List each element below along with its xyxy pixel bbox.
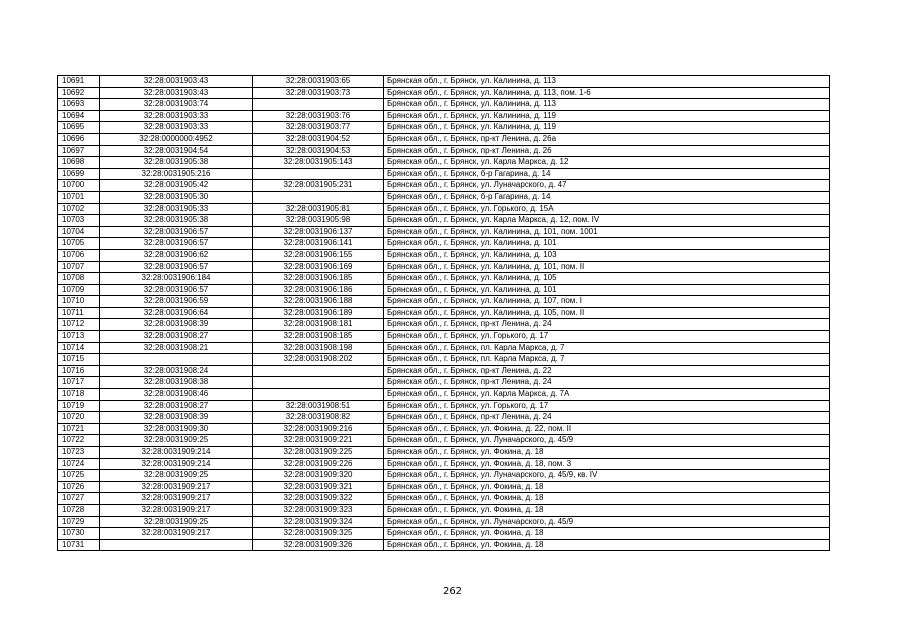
address-cell: Брянская обл., г. Брянск, ул. Фокина, д. 18 xyxy=(384,539,830,551)
cadastral-number-cell: 32:28:0031908:39 xyxy=(100,412,253,424)
row-number-cell: 10711 xyxy=(58,307,100,319)
cadastral-number-cell: 32:28:0031905:216 xyxy=(100,168,253,180)
address-cell: Брянская обл., г. Брянск, пр-кт Ленина, д. 26 xyxy=(384,145,830,157)
address-cell: Брянская обл., г. Брянск, ул. Фокина, д. 18 xyxy=(384,504,830,516)
table-row xyxy=(58,122,830,134)
related-cadastral-number-cell: 32:28:0031908:51 xyxy=(253,400,384,412)
row-number-cell: 10700 xyxy=(58,180,100,192)
address-cell: Брянская обл., г. Брянск, пр-кт Ленина, д. 24 xyxy=(384,377,830,389)
row-number-cell: 10704 xyxy=(58,226,100,238)
table-row xyxy=(58,412,830,424)
row-number-cell: 10731 xyxy=(58,539,100,551)
address-cell: Брянская обл., г. Брянск, ул. Фокина, д. 18 xyxy=(384,493,830,505)
related-cadastral-number-cell: 32:28:0031905:98 xyxy=(253,215,384,227)
table-row xyxy=(58,319,830,331)
row-number-cell: 10718 xyxy=(58,389,100,401)
row-number-cell: 10724 xyxy=(58,458,100,470)
address-cell: Брянская обл., г. Брянск, ул. Калинина, д. 101 xyxy=(384,284,830,296)
row-number-cell: 10709 xyxy=(58,284,100,296)
cadastral-number-cell: 32:28:0031906:62 xyxy=(100,249,253,261)
cadastral-number-cell: 32:28:0031906:64 xyxy=(100,307,253,319)
cadastral-number-cell: 32:28:0000000:4952 xyxy=(100,133,253,145)
table-row xyxy=(58,180,830,192)
row-number-cell: 10722 xyxy=(58,435,100,447)
related-cadastral-number-cell: 32:28:0031903:77 xyxy=(253,122,384,134)
table-row xyxy=(58,377,830,389)
cadastral-number-cell: 32:28:0031908:27 xyxy=(100,400,253,412)
table-row xyxy=(58,528,830,540)
cadastral-number-cell: 32:28:0031906:57 xyxy=(100,226,253,238)
table-row xyxy=(58,516,830,528)
cadastral-number-cell: 32:28:0031903:33 xyxy=(100,110,253,122)
related-cadastral-number-cell: 32:28:0031906:137 xyxy=(253,226,384,238)
row-number-cell: 10694 xyxy=(58,110,100,122)
related-cadastral-number-cell: 32:28:0031909:225 xyxy=(253,447,384,459)
table-row xyxy=(58,307,830,319)
table-row xyxy=(58,87,830,99)
row-number-cell: 10717 xyxy=(58,377,100,389)
address-cell: Брянская обл., г. Брянск, ул. Калинина, д. 113 xyxy=(384,99,830,111)
cadastral-number-cell: 32:28:0031909:25 xyxy=(100,516,253,528)
table-row xyxy=(58,168,830,180)
related-cadastral-number-cell: 32:28:0031908:82 xyxy=(253,412,384,424)
address-cell: Брянская обл., г. Брянск, ул. Луначарского, д. 45/9 xyxy=(384,435,830,447)
table-row xyxy=(58,400,830,412)
row-number-cell: 10705 xyxy=(58,238,100,250)
address-cell: Брянская обл., г. Брянск, ул. Карла Маркса, д. 7А xyxy=(384,389,830,401)
address-cell: Брянская обл., г. Брянск, ул. Луначарского, д. 47 xyxy=(384,180,830,192)
cadastral-number-cell: 32:28:0031903:43 xyxy=(100,87,253,99)
row-number-cell: 10716 xyxy=(58,365,100,377)
related-cadastral-number-cell: 32:28:0031909:221 xyxy=(253,435,384,447)
cadastral-number-cell: 32:28:0031909:214 xyxy=(100,447,253,459)
related-cadastral-number-cell: 32:28:0031909:320 xyxy=(253,470,384,482)
related-cadastral-number-cell: 32:28:0031905:81 xyxy=(253,203,384,215)
address-cell: Брянская обл., г. Брянск, ул. Карла Маркса, д. 12 xyxy=(384,157,830,169)
related-cadastral-number-cell xyxy=(253,191,384,203)
related-cadastral-number-cell xyxy=(253,377,384,389)
address-cell: Брянская обл., г. Брянск, пр-кт Ленина, д. 24 xyxy=(384,412,830,424)
row-number-cell: 10691 xyxy=(58,76,100,88)
related-cadastral-number-cell: 32:28:0031903:73 xyxy=(253,87,384,99)
related-cadastral-number-cell xyxy=(253,168,384,180)
related-cadastral-number-cell: 32:28:0031906:141 xyxy=(253,238,384,250)
table-row xyxy=(58,249,830,261)
related-cadastral-number-cell: 32:28:0031908:185 xyxy=(253,331,384,343)
row-number-cell: 10719 xyxy=(58,400,100,412)
related-cadastral-number-cell: 32:28:0031909:326 xyxy=(253,539,384,551)
address-cell: Брянская обл., г. Брянск, ул. Луначарского, д. 45/9, кв. IV xyxy=(384,470,830,482)
related-cadastral-number-cell: 32:28:0031905:231 xyxy=(253,180,384,192)
row-number-cell: 10693 xyxy=(58,99,100,111)
row-number-cell: 10730 xyxy=(58,528,100,540)
row-number-cell: 10702 xyxy=(58,203,100,215)
address-cell: Брянская обл., г. Брянск, ул. Калинина, д. 113, пом. 1-6 xyxy=(384,87,830,99)
related-cadastral-number-cell: 32:28:0031909:322 xyxy=(253,493,384,505)
cadastral-number-cell: 32:28:0031908:27 xyxy=(100,331,253,343)
related-cadastral-number-cell: 32:28:0031909:216 xyxy=(253,423,384,435)
related-cadastral-number-cell xyxy=(253,365,384,377)
cadastral-number-cell: 32:28:0031906:59 xyxy=(100,296,253,308)
related-cadastral-number-cell: 32:28:0031909:321 xyxy=(253,481,384,493)
table-row xyxy=(58,423,830,435)
table-row xyxy=(58,145,830,157)
table-body xyxy=(58,76,830,551)
row-number-cell: 10714 xyxy=(58,342,100,354)
cadastral-number-cell: 32:28:0031909:217 xyxy=(100,528,253,540)
address-cell: Брянская обл., г. Брянск, ул. Калинина, д. 101 xyxy=(384,238,830,250)
page-number: 262 xyxy=(442,586,463,597)
table-row xyxy=(58,215,830,227)
table-row xyxy=(58,447,830,459)
cadastral-number-cell: 32:28:0031903:43 xyxy=(100,76,253,88)
row-number-cell: 10713 xyxy=(58,331,100,343)
row-number-cell: 10692 xyxy=(58,87,100,99)
row-number-cell: 10706 xyxy=(58,249,100,261)
table-row xyxy=(58,273,830,285)
address-cell: Брянская обл., г. Брянск, пл. Карла Маркса, д. 7 xyxy=(384,342,830,354)
address-cell: Брянская обл., г. Брянск, ул. Фокина, д. 18 xyxy=(384,481,830,493)
cadastral-number-cell: 32:28:0031905:42 xyxy=(100,180,253,192)
cadastral-number-cell: 32:28:0031906:184 xyxy=(100,273,253,285)
table-row xyxy=(58,470,830,482)
cadastral-number-cell xyxy=(100,539,253,551)
address-cell: Брянская обл., г. Брянск, ул. Калинина, д. 119 xyxy=(384,110,830,122)
cadastral-number-cell: 32:28:0031905:38 xyxy=(100,215,253,227)
row-number-cell: 10712 xyxy=(58,319,100,331)
cadastral-number-cell: 32:28:0031909:25 xyxy=(100,435,253,447)
cadastral-number-cell: 32:28:0031906:57 xyxy=(100,261,253,273)
address-cell: Брянская обл., г. Брянск, ул. Калинина, д. 107, пом. I xyxy=(384,296,830,308)
table-row xyxy=(58,504,830,516)
cadastral-number-cell: 32:28:0031909:214 xyxy=(100,458,253,470)
cadastral-number-cell: 32:28:0031905:30 xyxy=(100,191,253,203)
row-number-cell: 10727 xyxy=(58,493,100,505)
table-row xyxy=(58,261,830,273)
row-number-cell: 10695 xyxy=(58,122,100,134)
table-row xyxy=(58,110,830,122)
row-number-cell: 10697 xyxy=(58,145,100,157)
table-row xyxy=(58,157,830,169)
related-cadastral-number-cell xyxy=(253,389,384,401)
cadastral-number-cell xyxy=(100,354,253,366)
table-row xyxy=(58,203,830,215)
related-cadastral-number-cell: 32:28:0031908:202 xyxy=(253,354,384,366)
related-cadastral-number-cell: 32:28:0031906:189 xyxy=(253,307,384,319)
table-row xyxy=(58,481,830,493)
related-cadastral-number-cell: 32:28:0031903:76 xyxy=(253,110,384,122)
related-cadastral-number-cell: 32:28:0031909:325 xyxy=(253,528,384,540)
cadastral-number-cell: 32:28:0031909:25 xyxy=(100,470,253,482)
row-number-cell: 10725 xyxy=(58,470,100,482)
related-cadastral-number-cell: 32:28:0031904:52 xyxy=(253,133,384,145)
address-cell: Брянская обл., г. Брянск, пр-кт Ленина, д. 22 xyxy=(384,365,830,377)
related-cadastral-number-cell: 32:28:0031906:185 xyxy=(253,273,384,285)
cadastral-number-cell: 32:28:0031906:57 xyxy=(100,238,253,250)
table-row xyxy=(58,365,830,377)
related-cadastral-number-cell: 32:28:0031906:169 xyxy=(253,261,384,273)
related-cadastral-number-cell: 32:28:0031909:324 xyxy=(253,516,384,528)
row-number-cell: 10708 xyxy=(58,273,100,285)
cadastral-number-cell: 32:28:0031908:46 xyxy=(100,389,253,401)
table-row xyxy=(58,458,830,470)
address-cell: Брянская обл., г. Брянск, ул. Горького, д. 15А xyxy=(384,203,830,215)
table-row xyxy=(58,238,830,250)
row-number-cell: 10721 xyxy=(58,423,100,435)
address-cell: Брянская обл., г. Брянск, ул. Горького, д. 17 xyxy=(384,400,830,412)
row-number-cell: 10698 xyxy=(58,157,100,169)
related-cadastral-number-cell: 32:28:0031904:53 xyxy=(253,145,384,157)
cadastral-number-cell: 32:28:0031909:217 xyxy=(100,493,253,505)
address-cell: Брянская обл., г. Брянск, ул. Фокина, д. 18 xyxy=(384,528,830,540)
cadastral-number-cell: 32:28:0031906:57 xyxy=(100,284,253,296)
cadastral-number-cell: 32:28:0031903:74 xyxy=(100,99,253,111)
row-number-cell: 10729 xyxy=(58,516,100,528)
address-cell: Брянская обл., г. Брянск, ул. Горького, д. 17 xyxy=(384,331,830,343)
table-row xyxy=(58,284,830,296)
row-number-cell: 10696 xyxy=(58,133,100,145)
related-cadastral-number-cell: 32:28:0031908:198 xyxy=(253,342,384,354)
address-cell: Брянская обл., г. Брянск, ул. Калинина, д. 113 xyxy=(384,76,830,88)
related-cadastral-number-cell: 32:28:0031905:143 xyxy=(253,157,384,169)
table-row xyxy=(58,435,830,447)
row-number-cell: 10720 xyxy=(58,412,100,424)
cadastral-number-cell: 32:28:0031908:21 xyxy=(100,342,253,354)
cadastral-number-cell: 32:28:0031908:39 xyxy=(100,319,253,331)
related-cadastral-number-cell: 32:28:0031903:65 xyxy=(253,76,384,88)
table-row xyxy=(58,354,830,366)
address-cell: Брянская обл., г. Брянск, ул. Калинина, д. 101, пом. 1001 xyxy=(384,226,830,238)
related-cadastral-number-cell: 32:28:0031906:155 xyxy=(253,249,384,261)
table-row xyxy=(58,539,830,551)
related-cadastral-number-cell: 32:28:0031908:181 xyxy=(253,319,384,331)
address-cell: Брянская обл., г. Брянск, ул. Фокина, д. 22, пом. II xyxy=(384,423,830,435)
cadastral-number-cell: 32:28:0031909:217 xyxy=(100,481,253,493)
related-cadastral-number-cell: 32:28:0031909:323 xyxy=(253,504,384,516)
address-cell: Брянская обл., г. Брянск, ул. Калинина, д. 105 xyxy=(384,273,830,285)
related-cadastral-number-cell: 32:28:0031909:226 xyxy=(253,458,384,470)
table-row xyxy=(58,296,830,308)
row-number-cell: 10710 xyxy=(58,296,100,308)
address-cell: Брянская обл., г. Брянск, пр-кт Ленина, д. 26а xyxy=(384,133,830,145)
row-number-cell: 10726 xyxy=(58,481,100,493)
table-row xyxy=(58,331,830,343)
cadastral-number-cell: 32:28:0031905:38 xyxy=(100,157,253,169)
table-row xyxy=(58,342,830,354)
cadastral-number-cell: 32:28:0031908:38 xyxy=(100,377,253,389)
row-number-cell: 10715 xyxy=(58,354,100,366)
cadastral-number-cell: 32:28:0031909:217 xyxy=(100,504,253,516)
address-cell: Брянская обл., г. Брянск, ул. Калинина, д. 119 xyxy=(384,122,830,134)
table-row xyxy=(58,99,830,111)
address-cell: Брянская обл., г. Брянск, ул. Калинина, д. 101, пом. II xyxy=(384,261,830,273)
related-cadastral-number-cell: 32:28:0031906:188 xyxy=(253,296,384,308)
address-cell: Брянская обл., г. Брянск, ул. Фокина, д. 18, пом. 3 xyxy=(384,458,830,470)
table-row xyxy=(58,389,830,401)
row-number-cell: 10728 xyxy=(58,504,100,516)
row-number-cell: 10701 xyxy=(58,191,100,203)
address-cell: Брянская обл., г. Брянск, ул. Калинина, д. 103 xyxy=(384,249,830,261)
address-cell: Брянская обл., г. Брянск, пр-кт Ленина, д. 24 xyxy=(384,319,830,331)
table-row xyxy=(58,191,830,203)
address-cell: Брянская обл., г. Брянск, б-р Гагарина, д. 14 xyxy=(384,191,830,203)
table-row xyxy=(58,226,830,238)
related-cadastral-number-cell xyxy=(253,99,384,111)
document-table-wrapper xyxy=(57,75,830,551)
address-cell: Брянская обл., г. Брянск, пл. Карла Маркса, д. 7 xyxy=(384,354,830,366)
related-cadastral-number-cell: 32:28:0031906:186 xyxy=(253,284,384,296)
address-cell: Брянская обл., г. Брянск, б-р Гагарина, д. 14 xyxy=(384,168,830,180)
cadastral-number-cell: 32:28:0031908:24 xyxy=(100,365,253,377)
row-number-cell: 10703 xyxy=(58,215,100,227)
address-cell: Брянская обл., г. Брянск, ул. Калинина, д. 105, пом. II xyxy=(384,307,830,319)
cadastral-number-cell: 32:28:0031905:33 xyxy=(100,203,253,215)
cadastral-number-cell: 32:28:0031904:54 xyxy=(100,145,253,157)
cadastral-number-cell: 32:28:0031903:33 xyxy=(100,122,253,134)
cadastral-number-cell: 32:28:0031909:30 xyxy=(100,423,253,435)
address-cell: Брянская обл., г. Брянск, ул. Карла Маркса, д. 12, пом. IV xyxy=(384,215,830,227)
address-cell: Брянская обл., г. Брянск, ул. Фокина, д. 18 xyxy=(384,447,830,459)
table-row xyxy=(58,133,830,145)
row-number-cell: 10723 xyxy=(58,447,100,459)
row-number-cell: 10707 xyxy=(58,261,100,273)
address-cell: Брянская обл., г. Брянск, ул. Луначарского, д. 45/9 xyxy=(384,516,830,528)
cadastral-table xyxy=(57,75,830,551)
table-row xyxy=(58,76,830,88)
table-row xyxy=(58,493,830,505)
row-number-cell: 10699 xyxy=(58,168,100,180)
